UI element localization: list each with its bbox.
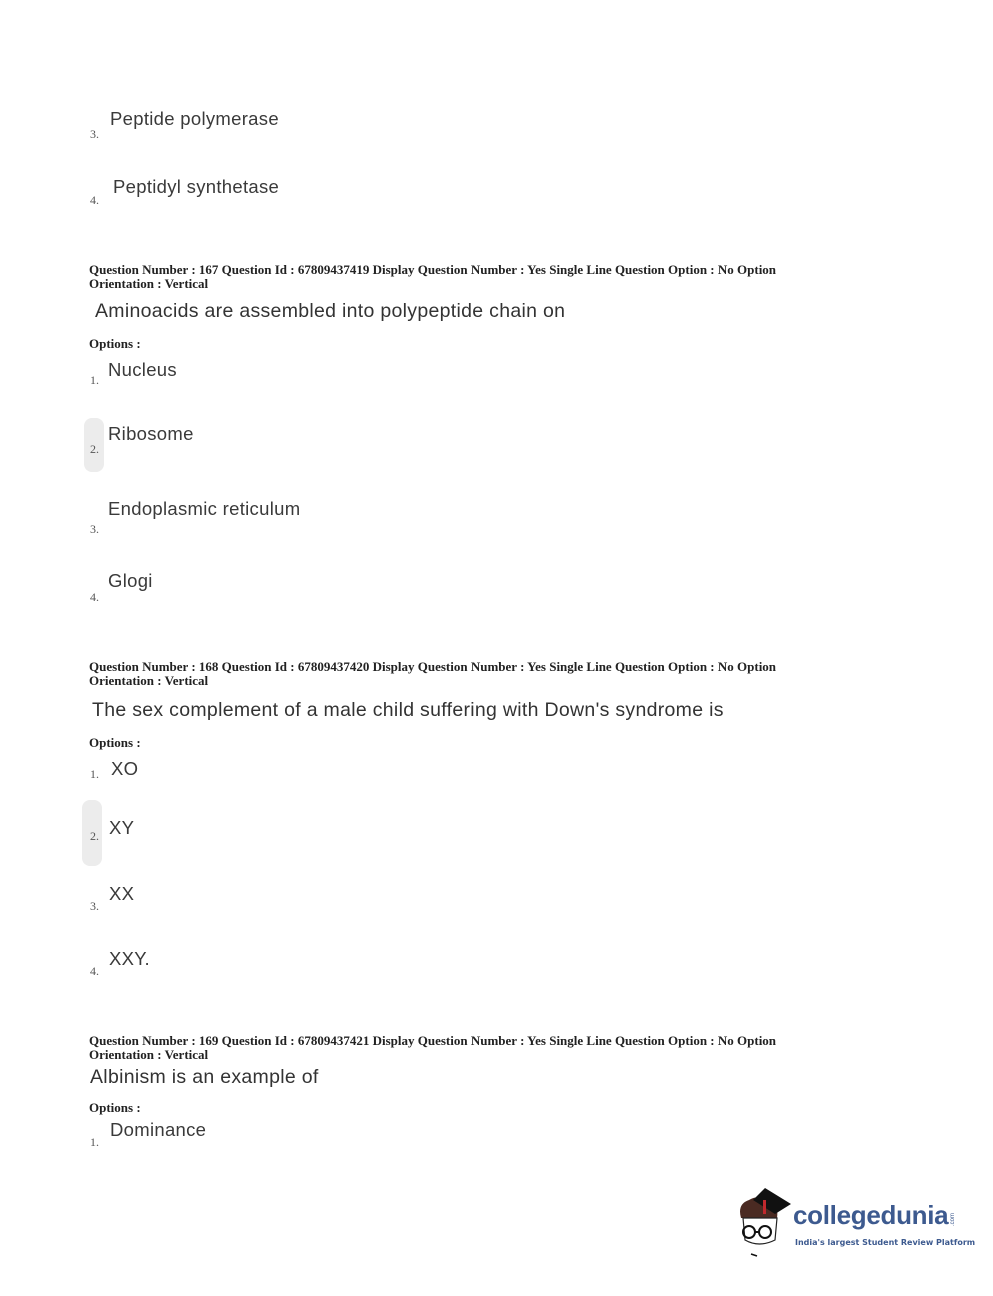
options-label: Options : — [89, 1100, 141, 1115]
option-text: Nucleus — [108, 359, 177, 380]
option-text: Ribosome — [108, 423, 194, 444]
option-number: 4. — [90, 193, 99, 207]
collegedunia-logo — [735, 1188, 975, 1258]
question-text: Aminoacids are assembled into polypeptide chain on — [95, 300, 566, 322]
option-text: XY — [109, 817, 135, 838]
question-meta: Question Number : 167 Question Id : 67809437419 Display Question Number : Yes Single Line Question Option : No Option — [89, 262, 777, 277]
option-number: 3. — [90, 522, 99, 536]
option-number: 2. — [90, 442, 99, 456]
option-text: XX — [109, 883, 135, 904]
option-number: 2. — [90, 829, 99, 843]
option-text: Peptide polymerase — [110, 108, 279, 129]
options-label: Options : — [89, 336, 141, 351]
question-meta: Orientation : Vertical — [89, 276, 209, 291]
option-number: 1. — [90, 767, 99, 781]
option-number: 3. — [90, 127, 99, 141]
question-text: The sex complement of a male child suffering with Down's syndrome is — [92, 699, 724, 721]
option-text: Glogi — [108, 570, 153, 591]
question-meta: Question Number : 169 Question Id : 67809437421 Display Question Number : Yes Single Line Question Option : No Option — [89, 1033, 777, 1048]
mascot-icon — [735, 1188, 793, 1258]
options-label: Options : — [89, 735, 141, 750]
question-text: Albinism is an example of — [90, 1066, 319, 1088]
logo-tagline: India's largest Student Review Platform — [795, 1238, 976, 1247]
option-text: XXY. — [109, 948, 150, 969]
option-text: Dominance — [110, 1119, 207, 1140]
logo-wordmark: collegedunia — [793, 1200, 949, 1230]
option-number: 4. — [90, 590, 99, 604]
logo-wordmark-row — [793, 1200, 957, 1230]
option-number: 1. — [90, 1135, 99, 1149]
question-meta: Orientation : Vertical — [89, 673, 209, 688]
option-text: Endoplasmic reticulum — [108, 498, 301, 519]
logo-suffix: .com — [950, 1212, 957, 1226]
option-text: XO — [111, 758, 139, 779]
question-meta: Question Number : 168 Question Id : 67809437420 Display Question Number : Yes Single Line Question Option : No Option — [89, 659, 777, 674]
option-text: Peptidyl synthetase — [113, 176, 280, 197]
option-number: 3. — [90, 899, 99, 913]
option-number: 4. — [90, 964, 99, 978]
question-meta: Orientation : Vertical — [89, 1047, 209, 1062]
option-number: 1. — [90, 373, 99, 387]
